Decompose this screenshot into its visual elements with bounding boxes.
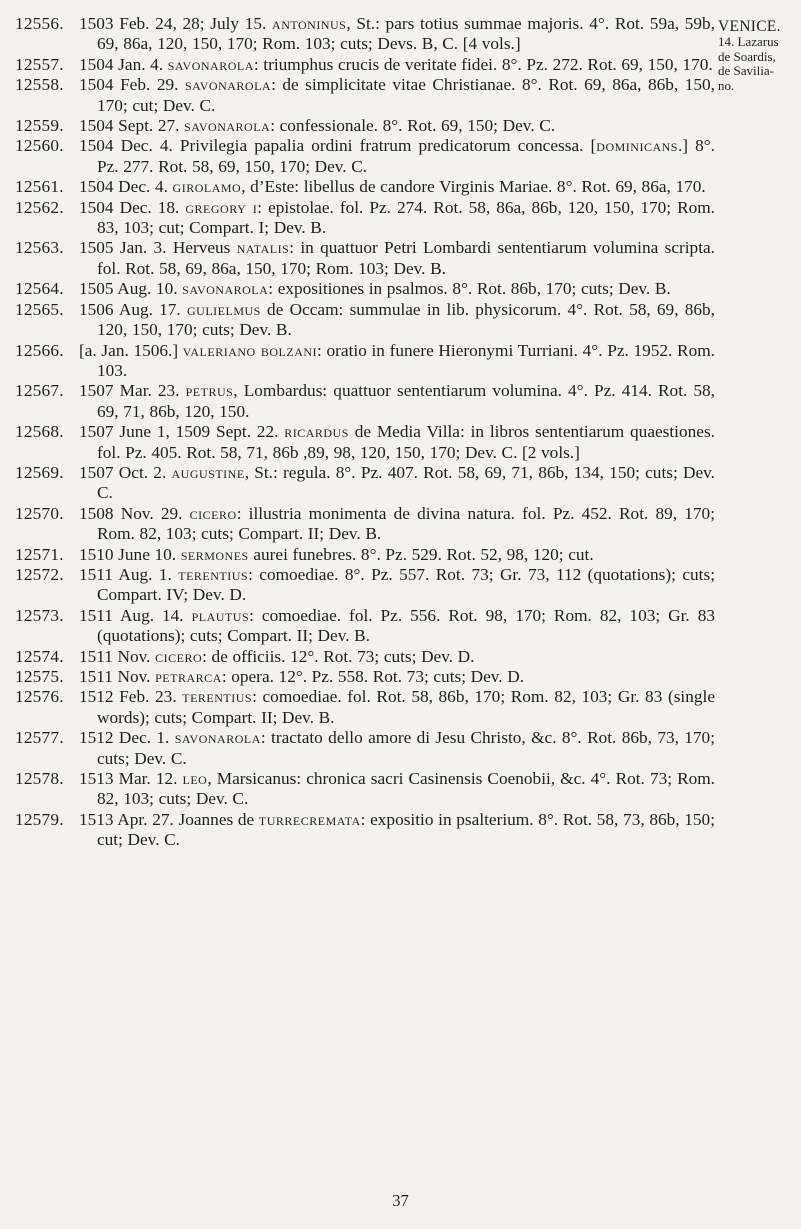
entry-segment: : comoediae. fol. Rot. 58, 86b, 170; Rom. 82, 103; Gr. 83 (single words); cuts; Compart. II; Dev. B. bbox=[97, 687, 715, 727]
entry-author: natalis bbox=[236, 238, 290, 258]
entry-segment: 1512 Dec. 1. bbox=[79, 728, 175, 748]
entry-text bbox=[79, 55, 715, 75]
entry-author: sermones bbox=[180, 544, 249, 564]
entry-number: 12576. bbox=[15, 687, 64, 707]
entry-segment: 1511 Aug. 14. bbox=[79, 605, 192, 625]
catalogue-entry bbox=[15, 687, 715, 728]
entry-author: plautus bbox=[191, 605, 250, 625]
entry-number: 12563. bbox=[15, 238, 64, 258]
entry-segment: : comoediae. 8°. Pz. 557. Rot. 73; Gr. 73, 112 (quotations); cuts; Compart. IV; Dev. D. bbox=[97, 564, 716, 605]
catalogue-entry bbox=[15, 116, 715, 136]
entry-text bbox=[79, 341, 715, 382]
entry-author: cicero bbox=[155, 646, 203, 666]
page-number: 37 bbox=[392, 1191, 409, 1210]
catalogue-entry bbox=[15, 279, 715, 299]
entry-author: leo bbox=[182, 769, 208, 789]
entry-number: 12571. bbox=[15, 544, 64, 564]
entry-number: 12556. bbox=[15, 14, 64, 33]
entry-segment: 1507 Oct. 2. bbox=[79, 462, 172, 482]
margin-note-line: no. bbox=[718, 77, 735, 93]
entry-author: gregory i bbox=[185, 197, 258, 217]
entry-text bbox=[79, 647, 715, 667]
catalogue-entry bbox=[15, 198, 715, 239]
entry-number: 12561. bbox=[15, 177, 64, 197]
catalogue-entry bbox=[15, 647, 715, 667]
entry-author: turrecremata bbox=[258, 809, 361, 829]
entry-segment: : oratio in funere Hieronymi Turriani. 4°. Pz. 1952. Rom. 103. bbox=[97, 340, 715, 380]
margin-heading: VENICE. bbox=[718, 18, 781, 35]
entry-author: petrus bbox=[185, 381, 234, 401]
entry-segment: 1505 Jan. 3. Herveus bbox=[79, 238, 237, 258]
entry-segment: .] 8°. Pz. 277. Rot. 58, 69, 150, 170; Dev. C. bbox=[97, 136, 715, 176]
entry-number: 12558. bbox=[15, 75, 64, 95]
catalogue-entry bbox=[15, 667, 715, 687]
entry-number: 12568. bbox=[15, 422, 64, 442]
entry-segment: : expositio in psalterium. 8°. Rot. 58, 73, 86b, 150; cut; Dev. C. bbox=[97, 809, 715, 850]
entry-segment: 1512 Feb. 23. bbox=[79, 687, 183, 707]
entry-number: 12560. bbox=[15, 136, 64, 156]
entry-number: 12573. bbox=[15, 605, 64, 625]
entry-segment: , St.: pars totius summae majoris. 4°. Rot. 59a, 59b, 69, 86a, 120, 150, 170; Rom. 103; cuts; Devs. B, C. [4 vols.] bbox=[97, 14, 716, 54]
entry-number: 12566. bbox=[15, 340, 64, 360]
entry-number: 12562. bbox=[15, 197, 64, 217]
catalogue-entry bbox=[15, 55, 715, 75]
entry-segment: 1504 Dec. 4. Privilegia papalia ordini fratrum predicatorum concessa. [ bbox=[79, 136, 597, 156]
entry-text bbox=[79, 381, 715, 422]
entry-author: petrarca bbox=[155, 667, 222, 686]
entry-number: 12569. bbox=[15, 462, 64, 482]
entry-text bbox=[79, 810, 715, 851]
entry-segment: [a. Jan. 1506.] bbox=[79, 340, 183, 360]
catalogue-entry bbox=[15, 565, 715, 606]
entry-number: 12577. bbox=[15, 728, 64, 748]
entry-segment: : opera. 12°. Pz. 558. Rot. 73; cuts; Dev. D. bbox=[221, 667, 525, 686]
catalogue-entry bbox=[15, 504, 715, 545]
entry-number: 12564. bbox=[15, 279, 64, 299]
entry-number: 12559. bbox=[15, 116, 64, 136]
entry-segment: 1511 Nov. bbox=[79, 667, 156, 686]
entry-segment: 1505 Aug. 10. bbox=[79, 279, 183, 299]
catalogue-entry bbox=[15, 75, 715, 116]
entry-segment: : confessionale. 8°. Rot. 69, 150; Dev. C. bbox=[270, 116, 556, 136]
entry-segment: , d’Este: libellus de candore Virginis Mariae. 8°. Rot. 69, 86a, 170. bbox=[241, 177, 706, 197]
catalogue-entry bbox=[15, 341, 715, 382]
catalogue-entry bbox=[15, 238, 715, 279]
entry-segment: , Marsicanus: chronica sacri Casinensis Coenobii, &c. 4°. Rot. 73; Rom. 82, 103; cuts; Dev. C. bbox=[97, 769, 716, 809]
entry-text bbox=[79, 177, 715, 197]
entry-text bbox=[79, 504, 715, 545]
catalogue-entry bbox=[15, 769, 715, 810]
catalogue-entry bbox=[15, 422, 715, 463]
entry-segment: : illustria monimenta de divina natura. fol. Pz. 452. Rot. 89, 170; Rom. 82, 103; cuts; Compart. II; Dev. B. bbox=[97, 503, 715, 544]
entry-segment: de Occam: summulae in lib. physicorum. 4°. Rot. 58, 69, 86b, 120, 150, 170; cuts; Dev. B. bbox=[97, 299, 715, 340]
entry-author: gulielmus bbox=[187, 299, 261, 319]
entry-author: savonarola bbox=[184, 75, 272, 95]
entry-text bbox=[79, 238, 715, 279]
entry-text bbox=[79, 606, 715, 647]
entry-author: terentius bbox=[178, 564, 249, 584]
entry-text bbox=[79, 565, 715, 606]
entry-text bbox=[79, 14, 715, 55]
catalogue-entry bbox=[15, 810, 715, 851]
entry-author: antoninus bbox=[272, 14, 347, 33]
entry-segment: 1504 Dec. 18. bbox=[79, 197, 186, 217]
entry-segment: : in quattuor Petri Lombardi sententiarum volumina scripta. fol. Rot. 58, 69, 86a, 150, 170; Rom. 103; Dev. B. bbox=[97, 238, 715, 278]
entry-text bbox=[79, 198, 715, 239]
entry-segment: 1508 Nov. 29. bbox=[79, 503, 190, 523]
entry-text bbox=[79, 279, 715, 299]
entry-segment: 1513 Apr. 27. Joannes de bbox=[79, 809, 259, 829]
entry-number: 12575. bbox=[15, 667, 64, 686]
entry-segment: 1506 Aug. 17. bbox=[79, 299, 187, 319]
catalogue-entry bbox=[15, 728, 715, 769]
entry-text bbox=[79, 116, 715, 136]
entry-segment: : triumphus crucis de veritate fidei. 8°. Pz. 272. Rot. 69, 150, 170. bbox=[253, 54, 713, 74]
entry-segment: 1504 Feb. 29. bbox=[79, 75, 185, 95]
entry-segment: 1504 Sept. 27. bbox=[79, 116, 185, 136]
entry-text bbox=[79, 667, 715, 687]
catalogue-entry bbox=[15, 381, 715, 422]
entry-segment: 1513 Mar. 12. bbox=[79, 769, 183, 789]
margin-note bbox=[718, 18, 798, 93]
entry-author: savonarola bbox=[184, 116, 271, 136]
entry-segment: : comoediae. fol. Pz. 556. Rot. 98, 170; Rom. 82, 103; Gr. 83 (quotations); cuts; Compart. II; Dev. B. bbox=[97, 605, 715, 646]
entry-segment: de Media Villa: in libros sententiarum quaestiones. fol. Pz. 405. Rot. 58, 71, 86b ,89, 98, 120, 150, 170; Dev. C. [2 vols.] bbox=[97, 422, 715, 462]
entry-list bbox=[15, 14, 715, 851]
catalogue-entry bbox=[15, 14, 715, 55]
entry-number: 12574. bbox=[15, 646, 64, 666]
catalogue-entry bbox=[15, 300, 715, 341]
entry-segment: , St.: regula. 8°. Pz. 407. Rot. 58, 69, 71, 86b, 134, 150; cuts; Dev. C. bbox=[97, 462, 716, 503]
entry-segment: 1511 Aug. 1. bbox=[79, 564, 179, 584]
entry-text bbox=[79, 422, 715, 463]
entry-segment: 1510 June 10. bbox=[79, 544, 181, 564]
entry-author: savonarola bbox=[182, 279, 269, 299]
entry-number: 12567. bbox=[15, 381, 64, 401]
entry-segment: 1504 Dec. 4. bbox=[79, 177, 173, 197]
entry-author: girolamo bbox=[172, 177, 242, 197]
margin-note-line: de Savilia- bbox=[718, 63, 774, 79]
entry-author: dominicans bbox=[596, 136, 678, 156]
entry-segment: aurei funebres. 8°. Pz. 529. Rot. 52, 98, 120; cut. bbox=[248, 544, 594, 564]
catalogue-entry bbox=[15, 136, 715, 177]
catalogue-entry bbox=[15, 606, 715, 647]
margin-note-line: de Soardis, bbox=[718, 48, 776, 64]
entry-segment: 1503 Feb. 24, 28; July 15. bbox=[79, 14, 273, 33]
entry-number: 12565. bbox=[15, 299, 64, 319]
entry-segment: : de officiis. 12°. Rot. 73; cuts; Dev. D. bbox=[202, 646, 475, 666]
entry-segment: 1507 June 1, 1509 Sept. 22. bbox=[79, 422, 285, 442]
entry-author: terentius bbox=[182, 687, 253, 707]
entry-number: 12578. bbox=[15, 769, 64, 789]
entry-author: savonarola bbox=[167, 54, 254, 74]
margin-note-line: 14. Lazarus bbox=[718, 34, 779, 49]
entry-author: valeriano bolzani bbox=[182, 340, 318, 360]
entry-text bbox=[79, 75, 715, 116]
entry-number: 12579. bbox=[15, 809, 64, 829]
catalogue-entry bbox=[15, 463, 715, 504]
entry-text bbox=[79, 769, 715, 810]
entry-segment: : tractato dello amore di Jesu Christo, &c. 8°. Rot. 86b, 73, 170; cuts; Dev. C. bbox=[97, 728, 715, 768]
entry-segment: 1504 Jan. 4. bbox=[79, 54, 168, 74]
catalogue-entry bbox=[15, 177, 715, 197]
entry-number: 12557. bbox=[15, 54, 64, 74]
entry-author: cicero bbox=[189, 503, 237, 523]
entry-author: ricardus bbox=[284, 422, 349, 442]
entry-text bbox=[79, 687, 715, 728]
entry-segment: 1511 Nov. bbox=[79, 646, 156, 666]
entry-text bbox=[79, 728, 715, 769]
entry-segment: 1507 Mar. 23. bbox=[79, 381, 186, 401]
entry-segment: : epistolae. fol. Pz. 274. Rot. 58, 86a, 86b, 120, 150, 170; Rom. 83, 103; cut; Compart. I; Dev. B. bbox=[97, 197, 716, 238]
entry-author: augustine bbox=[171, 462, 245, 482]
catalogue-entry bbox=[15, 545, 715, 565]
entry-text bbox=[79, 463, 715, 504]
entry-number: 12572. bbox=[15, 564, 64, 584]
entry-segment: , Lombardus: quattuor sententiarum volumina. 4°. Pz. 414. Rot. 58, 69, 71, 86b, 120, 150. bbox=[97, 381, 716, 421]
entry-segment: : expositiones in psalmos. 8°. Rot. 86b, 170; cuts; Dev. B. bbox=[268, 279, 671, 299]
entry-segment: : de simplicitate vitae Christianae. 8°. Rot. 69, 86a, 86b, 150, 170; cut; Dev. C. bbox=[97, 75, 715, 115]
entry-text bbox=[79, 300, 715, 341]
entry-text bbox=[79, 136, 715, 177]
entry-number: 12570. bbox=[15, 503, 64, 523]
entry-text bbox=[79, 545, 715, 565]
entry-author: savonarola bbox=[174, 728, 261, 748]
